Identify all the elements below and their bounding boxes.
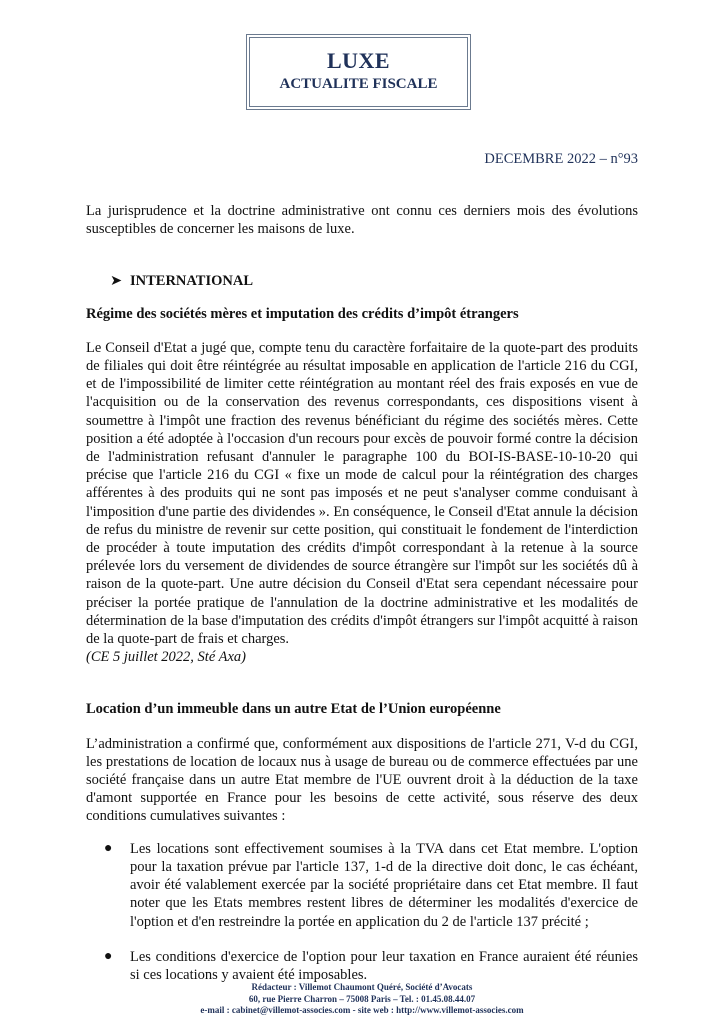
- section-title: INTERNATIONAL: [130, 273, 254, 290]
- arrow-right-icon: ➤: [110, 273, 123, 290]
- issue-dateline: DECEMBRE 2022 – n°93: [484, 151, 638, 167]
- list-item-text: Les conditions d'exercice de l'option pour leur taxation en France auraient été réunies si ces locations y avaient été imposables.: [130, 948, 638, 983]
- bullet-dot-icon: ●: [104, 948, 113, 964]
- article1-heading: Régime des sociétés mères et imputation des crédits d’impôt étrangers: [86, 305, 519, 322]
- article1-citation: (CE 5 juillet 2022, Sté Axa): [86, 649, 247, 666]
- article1-body: Le Conseil d'Etat a jugé que, compte tenu du caractère forfaitaire de la quote-part des produits de filiales qui doit être réintégrée au résultat imposable en application de l'article 216 du CGI, et de l'impossibilité de limiter cette réintégration au montant réel des frais exposés en vue de l'acquisition ou de la conservation des revenus correspondants, ces dispositions visent à soumettre à l'impôt une fraction des revenus bénéficiant du régime des sociétés mères. Cette position a été adoptée à l'occasion d'un recours pour excès de pouvoir formé contre la décision de l'administration refusant d'annuler le paragraphe 100 du BOI-IS-BASE-10-10-20 qui précise que l'article 216 du CGI « fixe un mode de calcul pour la réintégration des charges afférentes à des produits qui ne sont pas imposés et ne peut s'analyser comme conduisant à l'imposition d'une partie des dividendes ». En conséquence, le Conseil d'Etat annule la décision de refus du ministre de revenir sur cette position, qui constituait le fondement de l'interdiction de procéder à toute imputation des crédits d'impôt correspondant à la retenue à la source prélevée lors du versement de dividendes de source étrangère sur l'impôt sur les sociétés dû à raison de la quote-part. Une autre décision du Conseil d'Etat sera cependant nécessaire pour préciser la portée pratique de l'annulation de la doctrine administrative et les modalités de détermination de la base d'imputation des crédits d'impôt étrangers sur l'impôt acquitté à raison de la quote-part de frais et charges.: [86, 339, 638, 648]
- document-body: [86, 202, 638, 1001]
- newsletter-title: LUXE: [326, 48, 391, 73]
- masthead-box: [246, 34, 471, 110]
- list-item-text: Les locations sont effectivement soumises à la TVA dans cet Etat membre. L'option pour la taxation prévue par l'article 137, 1-d de la directive doit donc, le cas échéant, avoir été valablement exercée par la société propriétaire dans cet Etat membre. Il faut noter que les Etats membres restent libres de déterminer les modalités d'exercice de l'option et d'en restreindre la portée en application du 2 de l'article 137 précité ;: [130, 840, 638, 930]
- section-heading-international: [110, 272, 638, 290]
- newsletter-subtitle: ACTUALITE FISCALE: [279, 76, 438, 92]
- article2-conditions-list: [86, 840, 638, 984]
- footer-contact: e-mail : cabinet@villemot-associes.com - site web : http://www.villemot-associes.com: [200, 1005, 524, 1015]
- bullet-dot-icon: ●: [104, 840, 113, 856]
- article2-heading: Location d’un immeuble dans un autre Etat de l’Union européenne: [86, 701, 501, 718]
- footer-author: Rédacteur : Villemot Chaumont Quéré, Société d’Avocats: [251, 982, 473, 992]
- footer-address: 60, rue Pierre Charron – 75008 Paris – Tel. : 01.45.08.44.07: [248, 993, 476, 1004]
- page-footer: [0, 982, 724, 1017]
- masthead-inner-border: [249, 37, 468, 107]
- list-item: [86, 840, 638, 931]
- intro-paragraph: La jurisprudence et la doctrine administrative ont connu ces derniers mois des évolutions susceptibles de concerner les maisons de luxe.: [86, 203, 638, 238]
- article2-body: L’administration a confirmé que, conformément aux dispositions de l'article 271, V-d du CGI, les prestations de location de locaux nus à usage de bureau ou de commerce effectuées par une société française dans un autre Etat membre de l'UE ouvrent droit à la déduction de la taxe d'amont supportée en France pour les besoins de cette activité, sous réserve des deux conditions cumulatives suivantes :: [86, 735, 638, 825]
- list-item: [86, 948, 638, 984]
